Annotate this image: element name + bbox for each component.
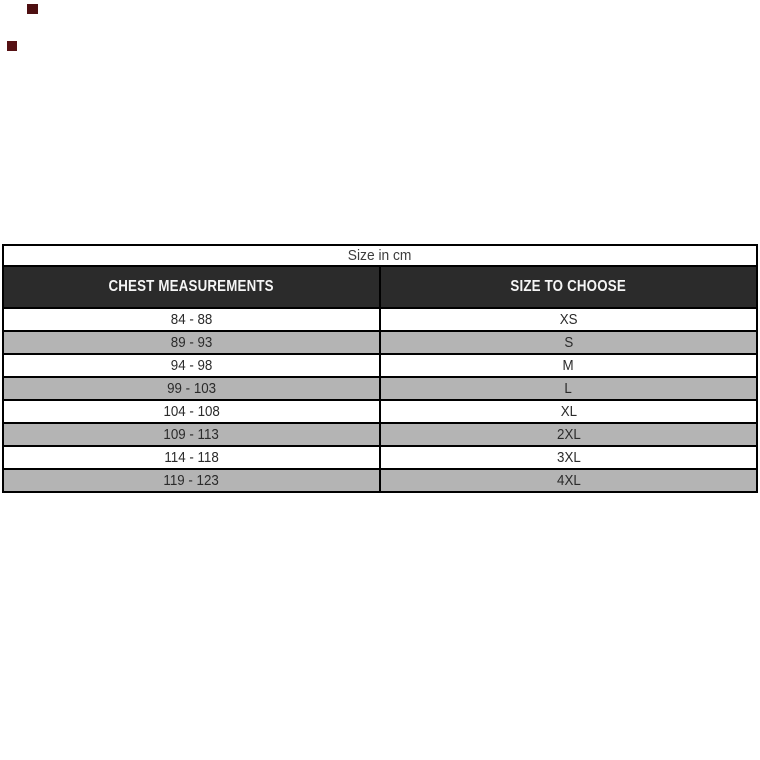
chest-cell: 84 - 88 [3,308,380,331]
table-row [3,354,757,377]
table-row [3,308,757,331]
table-row [3,423,757,446]
chest-cell: 104 - 108 [3,400,380,423]
table-caption [3,245,757,266]
column-header-chest-measurements: CHEST MEASUREMENTS [3,266,380,308]
ink-mark [27,4,38,14]
table-row [3,469,757,492]
chest-cell: 99 - 103 [3,377,380,400]
size-cell: 4XL [380,469,757,492]
size-cell: 2XL [380,423,757,446]
chest-cell: 94 - 98 [3,354,380,377]
size-cell: M [380,354,757,377]
caption-row [3,245,757,266]
table-row [3,446,757,469]
chest-cell: 109 - 113 [3,423,380,446]
chest-cell: 114 - 118 [3,446,380,469]
size-chart-table [2,244,758,493]
chest-cell: 89 - 93 [3,331,380,354]
header-row [3,266,757,308]
table-caption-text: Size in cm [348,247,412,264]
column-header-size-to-choose: SIZE TO CHOOSE [380,266,757,308]
table-row [3,400,757,423]
ink-mark [7,41,17,51]
size-cell: S [380,331,757,354]
size-cell: XL [380,400,757,423]
table-row [3,331,757,354]
size-cell: L [380,377,757,400]
table-row [3,377,757,400]
size-cell: XS [380,308,757,331]
size-cell: 3XL [380,446,757,469]
chest-cell: 119 - 123 [3,469,380,492]
